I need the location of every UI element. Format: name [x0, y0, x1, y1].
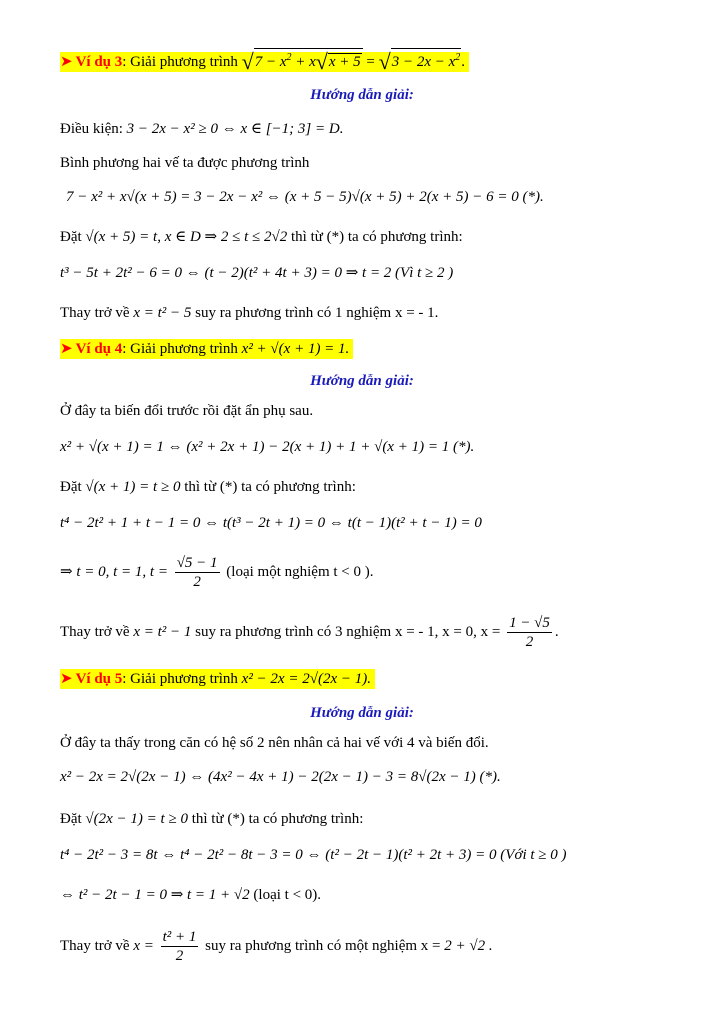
- example-5-title: [60, 668, 375, 690]
- example-5-transform: x² − 2x = 2√(2x − 1) ⇔ (4x² − 4x + 1) − 2(2x − 1) − 3 = 8√(2x − 1) (*).: [60, 769, 501, 785]
- example-4-roots: ⇒ t = 0, t = 1, t = $\frac{√5 - 1}{2}$ (loại một nghiệm t < 0 ).: [60, 555, 374, 590]
- example-4-substitution: Đặt √(x + 1) = t ≥ 0 thì từ (*) ta có phương trình:: [60, 479, 356, 495]
- example-4-label: Ví dụ 4: [75, 341, 123, 357]
- example-3-highlight: [60, 49, 469, 74]
- arrow-right-icon: ➤: [60, 671, 73, 687]
- example-5-root: ⇔ t² − 2t − 1 = 0 ⇒ t = 1 + √2 (loại t < 0).: [60, 887, 322, 903]
- example-3-conclusion: Thay trở về x = t² − 5 suy ra phương trình có 1 nghiệm x = - 1.: [60, 305, 439, 321]
- condition-formula: 3 − 2x − x² ≥ 0 ⇔ x ∈ [−1; 3] = D.: [126, 121, 344, 137]
- example-5-equation-solve: t⁴ − 2t² − 3 = 8t ⇔ t⁴ − 2t² − 8t − 3 = 0 ⇔ (t² − 2t − 1)(t² + 2t + 3) = 0 (Với t ≥ 0 ): [60, 847, 567, 863]
- example-3-equation-solve: t³ − 5t + 2t² − 6 = 0 ⇔ (t − 2)(t² + 4t + 3) = 0 ⇒ t = 2 (Vì t ≥ 2 ): [60, 265, 454, 281]
- example-4-intro-text: Ở đây ta biến đổi trước rồi đặt ẩn phụ sau.: [60, 403, 314, 419]
- arrow-right-icon: ➤: [60, 341, 73, 357]
- example-5-equation: x² − 2x = 2√(2x − 1).: [241, 671, 371, 687]
- example-5-intro-text: Ở đây ta thấy trong căn có hệ số 2 nên nhân cả hai vế với 4 và biến đổi.: [60, 735, 489, 751]
- example-4-highlight: ➤ Ví dụ 4: Giải phương trình x² + √(x + 1) = 1.: [60, 339, 353, 359]
- example-3-guide-heading: Hướng dẫn giải:: [310, 87, 414, 103]
- example-3-substitution: Đặt √(x + 5) = t, x ∈ D ⇒ 2 ≤ t ≤ 2√2 thì từ (*) ta có phương trình:: [60, 229, 463, 245]
- example-5-highlight: ➤ Ví dụ 5: Giải phương trình x² − 2x = 2√(2x − 1).: [60, 669, 375, 689]
- example-3-square-text: Bình phương hai vế ta được phương trình: [60, 155, 310, 171]
- example-3-label: Ví dụ 3: [75, 54, 123, 70]
- substitution-formula: √(x + 5) = t, x ∈ D ⇒ 2 ≤ t ≤ 2√2: [85, 229, 288, 245]
- example-5-substitution: Đặt √(2x − 1) = t ≥ 0 thì từ (*) ta có phương trình:: [60, 811, 364, 827]
- solution-fraction: $\frac{1 - √5}{2}$: [509, 615, 550, 650]
- example-3-intro: : Giải phương trình: [122, 54, 242, 70]
- substitution-back-fraction: $\frac{\text{t² + 1}}{2}$: [162, 929, 197, 964]
- example-4-guide-heading: Hướng dẫn giải:: [310, 373, 414, 389]
- arrow-right-icon: ➤: [60, 54, 73, 70]
- roots-fraction: $\frac{√5 - 1}{2}$: [176, 555, 218, 590]
- example-4-conclusion: Thay trở về x = t² − 1 suy ra phương trình có 3 nghiệm x = - 1, x = 0, x = $\frac{1 - √5}{2}$ .: [60, 615, 559, 650]
- example-4-equation-solve: t⁴ − 2t² + 1 + t − 1 = 0 ⇔ t(t³ − 2t + 1) = 0 ⇔ t(t − 1)(t² + t − 1) = 0: [60, 515, 482, 531]
- example-5-conclusion: Thay trở về x = $\frac{\text{t² + 1}}{2}$ suy ra phương trình có một nghiệm x = 2 + √2 .: [60, 929, 493, 964]
- example-5-guide-heading: Hướng dẫn giải:: [310, 705, 414, 721]
- example-4-transform: x² + √(x + 1) = 1 ⇔ (x² + 2x + 1) − 2(x + 1) + 1 + √(x + 1) = 1 (*).: [60, 439, 475, 455]
- example-4-equation: x² + √(x + 1) = 1.: [241, 341, 350, 357]
- example-3-title: [60, 48, 469, 73]
- example-5-label: Ví dụ 5: [75, 671, 123, 687]
- example-3-equation: $√7 - x^2 + x√x + 5 = √3 - 2x - x^2$.: [241, 49, 466, 74]
- example-4-title: [60, 338, 353, 360]
- example-3-square-formula: 7 − x² + x√(x + 5) = 3 − 2x − x² ⇔ (x + 5 − 5)√(x + 5) + 2(x + 5) − 6 = 0 (*).: [66, 189, 544, 205]
- example-3-condition: Điều kiện: 3 − 2x − x² ≥ 0 ⇔ x ∈ [−1; 3] = D.: [60, 121, 344, 137]
